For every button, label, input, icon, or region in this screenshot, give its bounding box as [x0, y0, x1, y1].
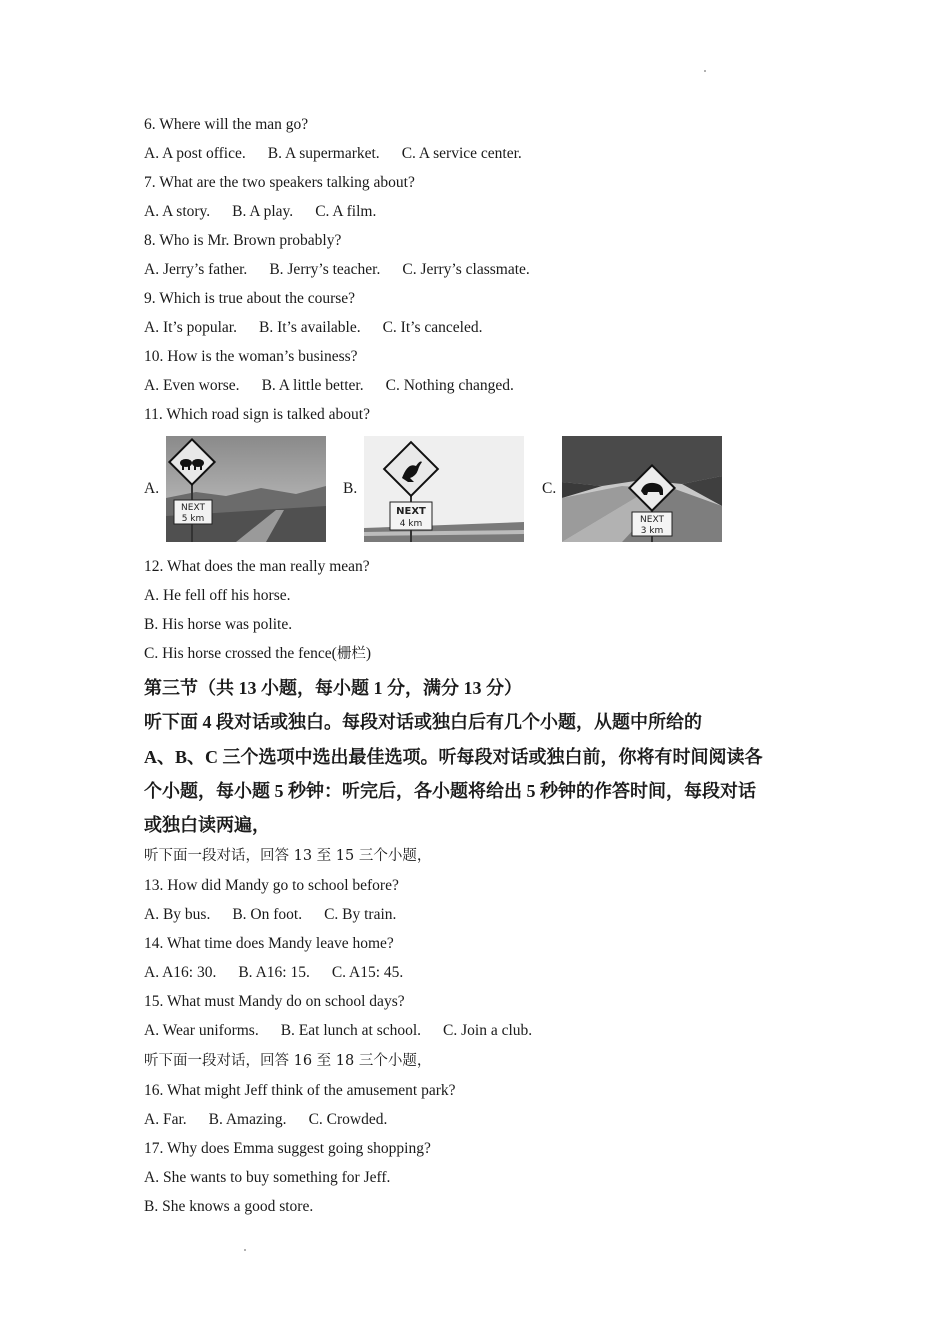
option-a: A. A story.: [144, 203, 211, 220]
option-b: B. A16: 15.: [238, 964, 310, 981]
option-a: A. Jerry’s father.: [144, 261, 248, 278]
question-7-options: [144, 202, 376, 222]
option-a-label: A.: [144, 480, 160, 497]
option-c: C. Nothing changed.: [385, 377, 514, 394]
question-13-options: [144, 905, 396, 925]
option-a: A. Far.: [144, 1111, 187, 1128]
sign-distance-text: 5 km: [181, 514, 205, 524]
dialog-1-intro: 听下面一段对话，回答 13 至 15 三个小题，: [144, 848, 432, 864]
option-b: B. Eat lunch at school.: [280, 1022, 422, 1039]
option-b: B. A little better.: [261, 377, 364, 394]
question-12-option-c: [144, 644, 371, 664]
option-c: C. Jerry’s classmate.: [402, 261, 530, 278]
question-17-option-b: B. She knows a good store.: [144, 1198, 314, 1215]
question-17: 17. Why does Emma suggest going shopping?: [144, 1140, 431, 1157]
option-b: B. It’s available.: [259, 319, 361, 336]
question-6-options: [144, 144, 522, 164]
option-c: C. A service center.: [401, 145, 522, 162]
option-c: C. It’s canceled.: [382, 319, 483, 336]
section-3-instruction-line-2: A、B、C 三个选项中选出最佳选项。听每段对话或独白前，你将有时间阅读各: [144, 747, 763, 767]
sign-next-text: NEXT: [181, 503, 205, 513]
option-a: A. It’s popular.: [144, 319, 237, 336]
kangaroo-road-sign-photo: [364, 436, 524, 542]
bear-road-sign-photo: [562, 436, 722, 542]
sign-distance-text: 4 km: [399, 519, 423, 529]
elephant-road-sign-photo: [166, 436, 326, 542]
question-16-options: [144, 1110, 387, 1130]
scan-speck: [244, 1249, 246, 1251]
sign-next-text: NEXT: [396, 506, 426, 517]
sign-next-text: NEXT: [640, 515, 664, 525]
option-b: B. Jerry’s teacher.: [269, 261, 381, 278]
option-b: B. On foot.: [232, 906, 303, 923]
option-a: A. A16: 30.: [144, 964, 217, 981]
section-3-instruction-line-3: 个小题，每小题 5 秒钟：听完后，各小题将给出 5 秒钟的作答时间，每段对话: [144, 781, 756, 801]
question-12: 12. What does the man really mean?: [144, 558, 370, 575]
option-c-chinese-note: 栅栏: [336, 646, 366, 662]
option-a: A. Even worse.: [144, 377, 240, 394]
option-c: C. Crowded.: [308, 1111, 388, 1128]
option-a: A. A post office.: [144, 145, 246, 162]
question-12-option-a: A. He fell off his horse.: [144, 587, 291, 604]
dialog-2-intro: 听下面一段对话，回答 16 至 18 三个小题，: [144, 1053, 432, 1069]
option-c-text: C. His horse crossed the fence(: [144, 645, 337, 662]
question-9: 9. Which is true about the course?: [144, 290, 356, 307]
question-17-option-a: A. She wants to buy something for Jeff.: [144, 1169, 391, 1186]
sign-distance-text: 3 km: [640, 526, 664, 536]
question-15-options: [144, 1021, 532, 1041]
option-b: B. A supermarket.: [267, 145, 380, 162]
question-11: 11. Which road sign is talked about?: [144, 406, 370, 423]
option-a: A. By bus.: [144, 906, 211, 923]
option-c-label: C.: [542, 480, 557, 497]
question-10: 10. How is the woman’s business?: [144, 348, 358, 365]
option-c: C. By train.: [324, 906, 397, 923]
question-7: 7. What are the two speakers talking about?: [144, 174, 415, 191]
question-15: 15. What must Mandy do on school days?: [144, 993, 405, 1010]
question-12-option-b: B. His horse was polite.: [144, 616, 293, 633]
road-sign-options: [144, 436, 744, 542]
question-10-options: [144, 376, 514, 396]
option-c: C. A15: 45.: [331, 964, 404, 981]
question-14: 14. What time does Mandy leave home?: [144, 935, 394, 952]
option-c: C. A film.: [315, 203, 377, 220]
option-b-label: B.: [343, 480, 358, 497]
question-8-options: [144, 260, 530, 280]
question-6: 6. Where will the man go?: [144, 116, 309, 133]
option-b: B. Amazing.: [208, 1111, 287, 1128]
question-14-options: [144, 963, 403, 983]
question-9-options: [144, 318, 482, 338]
option-b: B. A play.: [232, 203, 294, 220]
section-3-instruction-line-4: 或独白读两遍，: [144, 815, 270, 835]
question-8: 8. Who is Mr. Brown probably?: [144, 232, 342, 249]
question-13: 13. How did Mandy go to school before?: [144, 877, 399, 894]
option-c: C. Join a club.: [443, 1022, 533, 1039]
option-a: A. Wear uniforms.: [144, 1022, 259, 1039]
section-3-title: 第三节（共 13 小题，每小题 1 分，满分 13 分）: [144, 678, 522, 698]
section-3-instruction-line-1: 听下面 4 段对话或独白。每段对话或独白后有几个小题，从题中所给的: [144, 712, 702, 732]
option-c-suffix: ): [365, 645, 371, 662]
question-16: 16. What might Jeff think of the amusement park?: [144, 1082, 456, 1099]
scan-speck: [704, 70, 706, 72]
